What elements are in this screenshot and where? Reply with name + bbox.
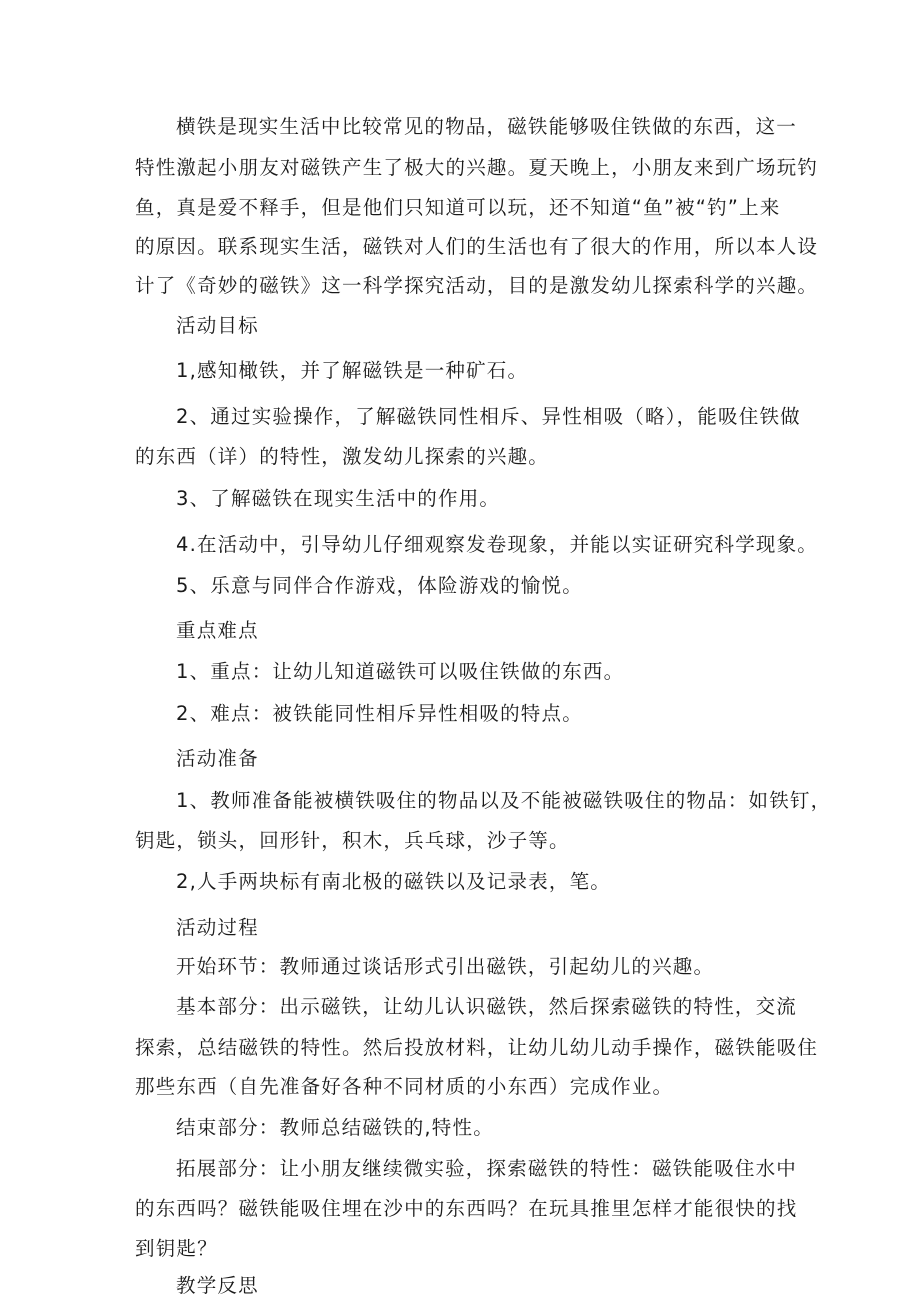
keypoint-item-1: 1、重点：让幼儿知道磁铁可以吸住铁做的东西。 bbox=[176, 660, 625, 683]
process-start: 开始环节：教师通过谈话形式引出磁铁，引起幼儿的兴趣。 bbox=[176, 955, 715, 978]
intro-line-3: 鱼，真是爱不释手，但是他们只知道可以玩，还不知道“鱼”被“钓”上来 bbox=[135, 196, 781, 219]
keypoints-heading: 重点难点 bbox=[176, 619, 259, 642]
intro-line-2: 特性激起小朋友对磁铁产生了极大的兴趣。夏天晚上，小朋友来到广场玩钓 bbox=[135, 156, 819, 179]
preparation-item-1-line-1: 1、教师准备能被横铁吸住的物品以及不能被磁铁吸住的物品：如铁钉， bbox=[176, 789, 832, 812]
goal-item-4: 4.在活动中，引导幼儿仔细观察发卷现象，并能以实证研究科学现象。 bbox=[176, 533, 819, 556]
preparation-item-1-line-2: 钥匙，锁头，回形针，积木，兵乓球，沙子等。 bbox=[135, 829, 570, 852]
intro-line-4: 的原因。联系现实生活，磁铁对人们的生活也有了很大的作用，所以本人设 bbox=[135, 235, 819, 258]
process-basic-line-2: 探索，总结磁铁的特性。然后投放材料，让幼儿幼儿动手操作，磁铁能吸住 bbox=[135, 1036, 819, 1059]
goal-item-3: 3、了解磁铁在现实生活中的作用。 bbox=[176, 487, 501, 510]
preparation-item-2: 2,人手两块标有南北极的磁铁以及记录表，笔。 bbox=[176, 870, 612, 893]
preparation-heading: 活动准备 bbox=[176, 747, 259, 770]
process-extension-line-3: 到钥匙？ bbox=[135, 1237, 218, 1260]
goals-heading: 活动目标 bbox=[176, 314, 259, 337]
goal-item-5: 5、乐意与同伴合作游戏，体险游戏的愉悦。 bbox=[176, 574, 583, 597]
goal-item-1: 1,感知橄铁，并了解磁铁是一种矿石。 bbox=[176, 359, 529, 382]
process-end: 结束部分：教师总结磁铁的,特性。 bbox=[176, 1116, 494, 1139]
reflection-heading: 教学反思 bbox=[176, 1274, 259, 1297]
goal-item-2-line-1: 2、通过实验操作，了解磁铁同性相斥、异性相吸（略），能吸住铁做 bbox=[176, 405, 801, 428]
goal-item-2-line-2: 的东西（详）的特性，激发幼儿探索的兴趣。 bbox=[135, 445, 550, 468]
process-basic-line-1: 基本部分：出示磁铁，让幼儿认识磁铁，然后探索磁铁的特性，交流 bbox=[176, 995, 798, 1018]
process-extension-line-2: 的东西吗？磁铁能吸住埋在沙中的东西吗？在玩具推里怎样才能很快的找 bbox=[135, 1197, 798, 1220]
process-basic-line-3: 那些东西（自先准备好各种不同材质的小东西）完成作业。 bbox=[135, 1075, 674, 1098]
process-extension-line-1: 拓展部分：让小朋友继续微实验，探索磁铁的特性：磁铁能吸住水中 bbox=[176, 1157, 798, 1180]
keypoint-item-2: 2、难点：被铁能同性相斥异性相吸的特点。 bbox=[176, 702, 583, 725]
intro-line-5: 计了《奇妙的磁铁》这一科学探究活动，目的是激发幼儿探索科学的兴趣。 bbox=[135, 274, 819, 297]
process-heading: 活动过程 bbox=[176, 916, 259, 939]
intro-line-1: 横铁是现实生活中比较常见的物品，磁铁能够吸住铁做的东西，这一 bbox=[176, 115, 798, 138]
